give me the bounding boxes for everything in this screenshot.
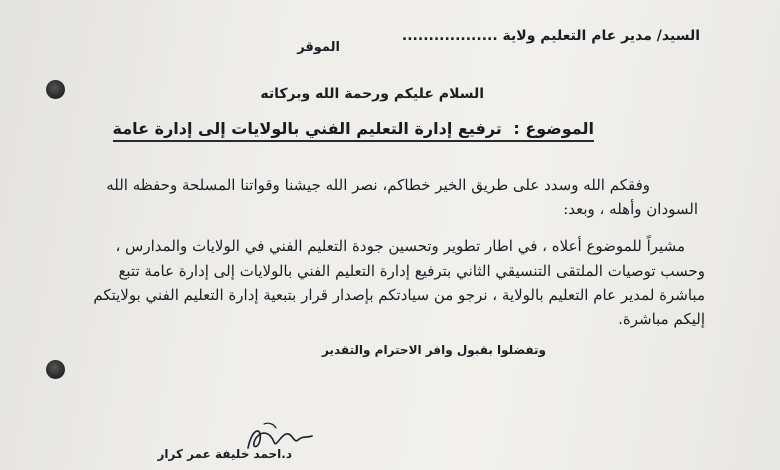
respected-title: الموقر	[297, 40, 340, 55]
paragraph1-line2: السودان وأهله ، وبعد:	[563, 200, 698, 218]
subject-label: الموضوع :	[513, 119, 594, 138]
subject-text: ترفيع إدارة التعليم الفني بالولايات إلى إدارة عامة	[112, 119, 502, 138]
subject-line	[113, 119, 594, 142]
greeting-line: السلام عليكم ورحمة الله وبركاته	[260, 86, 484, 102]
punch-hole-bottom	[46, 360, 65, 379]
paragraph2-line2: وحسب توصيات الملتقى التنسيقي الثاني بترفيع إدارة التعليم الفني بالولايات إلى إدارة عامة تتبع	[118, 262, 705, 280]
punch-hole-top	[46, 80, 65, 99]
paragraph1-line1: وفقكم الله وسدد على طريق الخير خطاكم، نصر الله جيشنا وقواتنا المسلحة وحفظه الله	[106, 176, 650, 194]
addressee-line: السيد/ مدير عام التعليم ولاية ..................	[401, 28, 700, 44]
paragraph2-line3: مباشرة لمدير عام التعليم بالولاية ، نرجو من سيادتكم بإصدار قرار بتبعية إدارة التعليم الفني بولايتكم	[93, 286, 705, 304]
closing-line: وتفضلوا بقبول وافر الاحترام والتقدير	[321, 343, 546, 357]
signatory-name: د.احمد خليفة عمر كرار	[157, 447, 292, 461]
paragraph2-line4: إليكم مباشرة.	[618, 310, 705, 328]
paragraph2-line1: مشيراً للموضوع أعلاه ، في اطار تطوير وتحسين جودة التعليم الفني في الولايات والمدارس ،	[115, 237, 685, 255]
